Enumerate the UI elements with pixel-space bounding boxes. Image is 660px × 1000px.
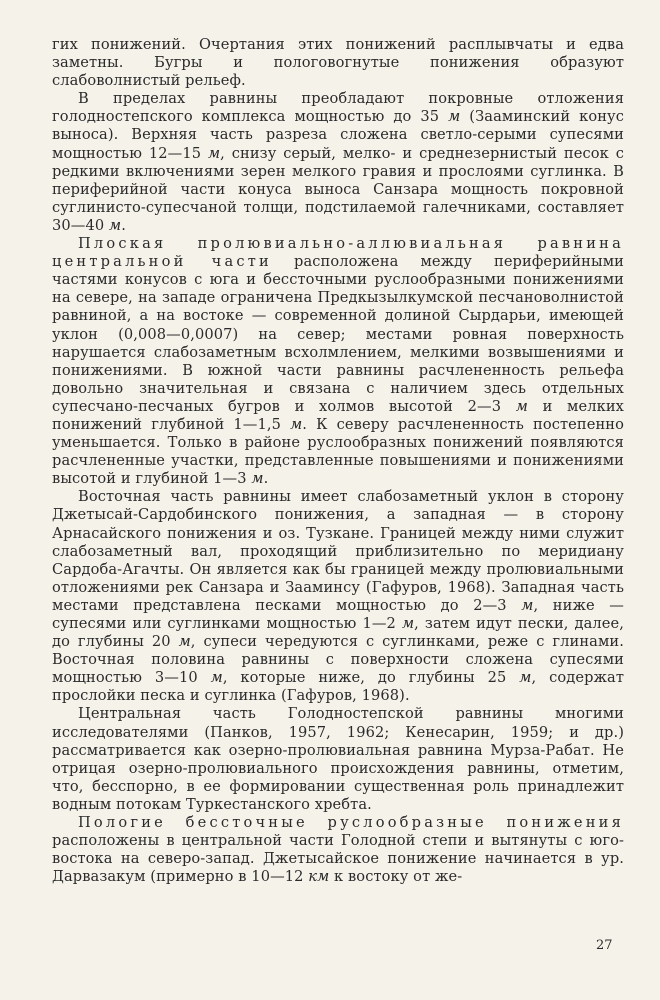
- text-run: . К северу расчлененность постепенно уменьшается. Только в районе руслообразных понижений появляются расчлененные участки, представленные повышениями и понижениями высотой и глубиной 1—3: [52, 415, 624, 488]
- paragraph-2: [52, 235, 624, 488]
- unit-italic: м: [178, 633, 191, 651]
- text-run: , затем идут пески, далее, до глубины 20: [52, 615, 624, 651]
- unit-italic: м: [515, 397, 528, 415]
- text-run: гих понижений. Очертания этих понижений расплывчаты и едва заметны. Бугры и пологовогнутые понижения образуют слабоволнистый рельеф.: [52, 36, 624, 90]
- unit-italic: м: [108, 216, 122, 234]
- paragraph-4: [52, 705, 624, 814]
- unit-italic: м: [401, 615, 415, 632]
- text-run: , снизу серый, мелко- и среднезернистый песок с редкими включениями зерен мелкого гравия и прослоями суглинка. В периферийной части конуса выноса Санзара мощность покровной суглинисто-супесчаной толщи, подстилаемой галечниками, составляет 30—40: [52, 144, 624, 234]
- text-run: к востоку от же-: [329, 868, 463, 886]
- unit-italic: м: [448, 108, 461, 126]
- paragraph-1: [52, 90, 624, 235]
- text-run: В пределах равнины преобладают покровные отложения голодностепского комплекса мощностью до 35: [52, 90, 624, 126]
- spaced-heading: Пологие бессточные руслообразные понижения: [78, 814, 624, 832]
- paragraph-5: [52, 814, 624, 886]
- body-text: [52, 36, 624, 886]
- text-run: Центральная часть Голодностепской равнины многими исследователями (Панков, 1957, 1962; Кенесарин, 1959; и др.) рассматривается как озерно-пролювиальная равнина Мурза-Рабат. Не отрицая озерно-пролювиального происхождения равнины, отметим, что, бесспорно, в ее формировании существенная роль принадлежит водным потокам Туркестанского хребта.: [52, 705, 624, 813]
- text-run: .: [263, 470, 269, 488]
- unit-italic: м: [521, 596, 534, 614]
- text-run: , супеси чередуются с суглинками, реже с глинами. Восточная половина равнины с поверхности сложена супесями мощностью 3—10: [52, 633, 624, 687]
- unit-italic: м: [251, 470, 264, 488]
- text-run: и мелких понижений глубиной 1—1,5: [52, 397, 624, 433]
- text-run: .: [121, 216, 126, 234]
- unit-italic: м: [207, 144, 221, 162]
- unit-italic: м: [290, 415, 303, 433]
- unit-italic: м: [210, 669, 223, 687]
- text-run: (Зааминский конус выноса). Верхняя часть разреза сложена светло-серыми супесями мощностью 12—15: [52, 108, 625, 162]
- paragraph-3: [52, 488, 624, 705]
- page-number: 27: [596, 938, 613, 953]
- text-run: , содержат прослойки песка и суглинка (Гафуров, 1968).: [52, 669, 625, 705]
- unit-italic: м: [519, 669, 532, 687]
- paragraph-0: [52, 36, 624, 90]
- text-run: , ниже — супесями или суглинками мощностью 1—2: [52, 596, 625, 632]
- text-run: , которые ниже, до глубины 25: [222, 669, 520, 687]
- text-run: расположены в центральной части Голодной степи и вытянуты с юго-востока на северо-запад. Джетысайское понижение начинается в ур. Дарвазакум (примерно в 10—12: [52, 832, 624, 886]
- text-run: расположена между периферийными частями конусов с юга и бессточными руслообразными понижениями на севере, на западе ограничена Предкызылкумской песчановолнистой равниной, а на востоке — современной долиной Сырдарьи, имеющей уклон (0,008—0,0007) на север; местами ровная поверхность нарушается слабозаметным всхолмлением, мелкими возвышениями и понижениями. В южной части равнины расчлененность рельефа довольно значительная и связана с наличием здесь отдельных супесчано-песчаных бугров и холмов высотой 2—3: [52, 253, 624, 415]
- text-run: Восточная часть равнины имеет слабозаметный уклон в сторону Джетысай-Сардобинского понижения, а западная — в сторону Арнасайского понижения и оз. Тузкане. Границей между ними служит слабозаметный вал, проходящий приблизительно по меридиану Сардоба-Агачты. Он является как бы границей между пролювиальными отложениями рек Санзара и Зааминсу (Гафуров, 1968). Западная часть местами представлена песками мощностью до 2—3: [52, 488, 624, 614]
- unit-italic: км: [308, 868, 330, 886]
- spaced-heading: Плоская пролювиально-аллювиальная равнина центральной части: [52, 235, 624, 271]
